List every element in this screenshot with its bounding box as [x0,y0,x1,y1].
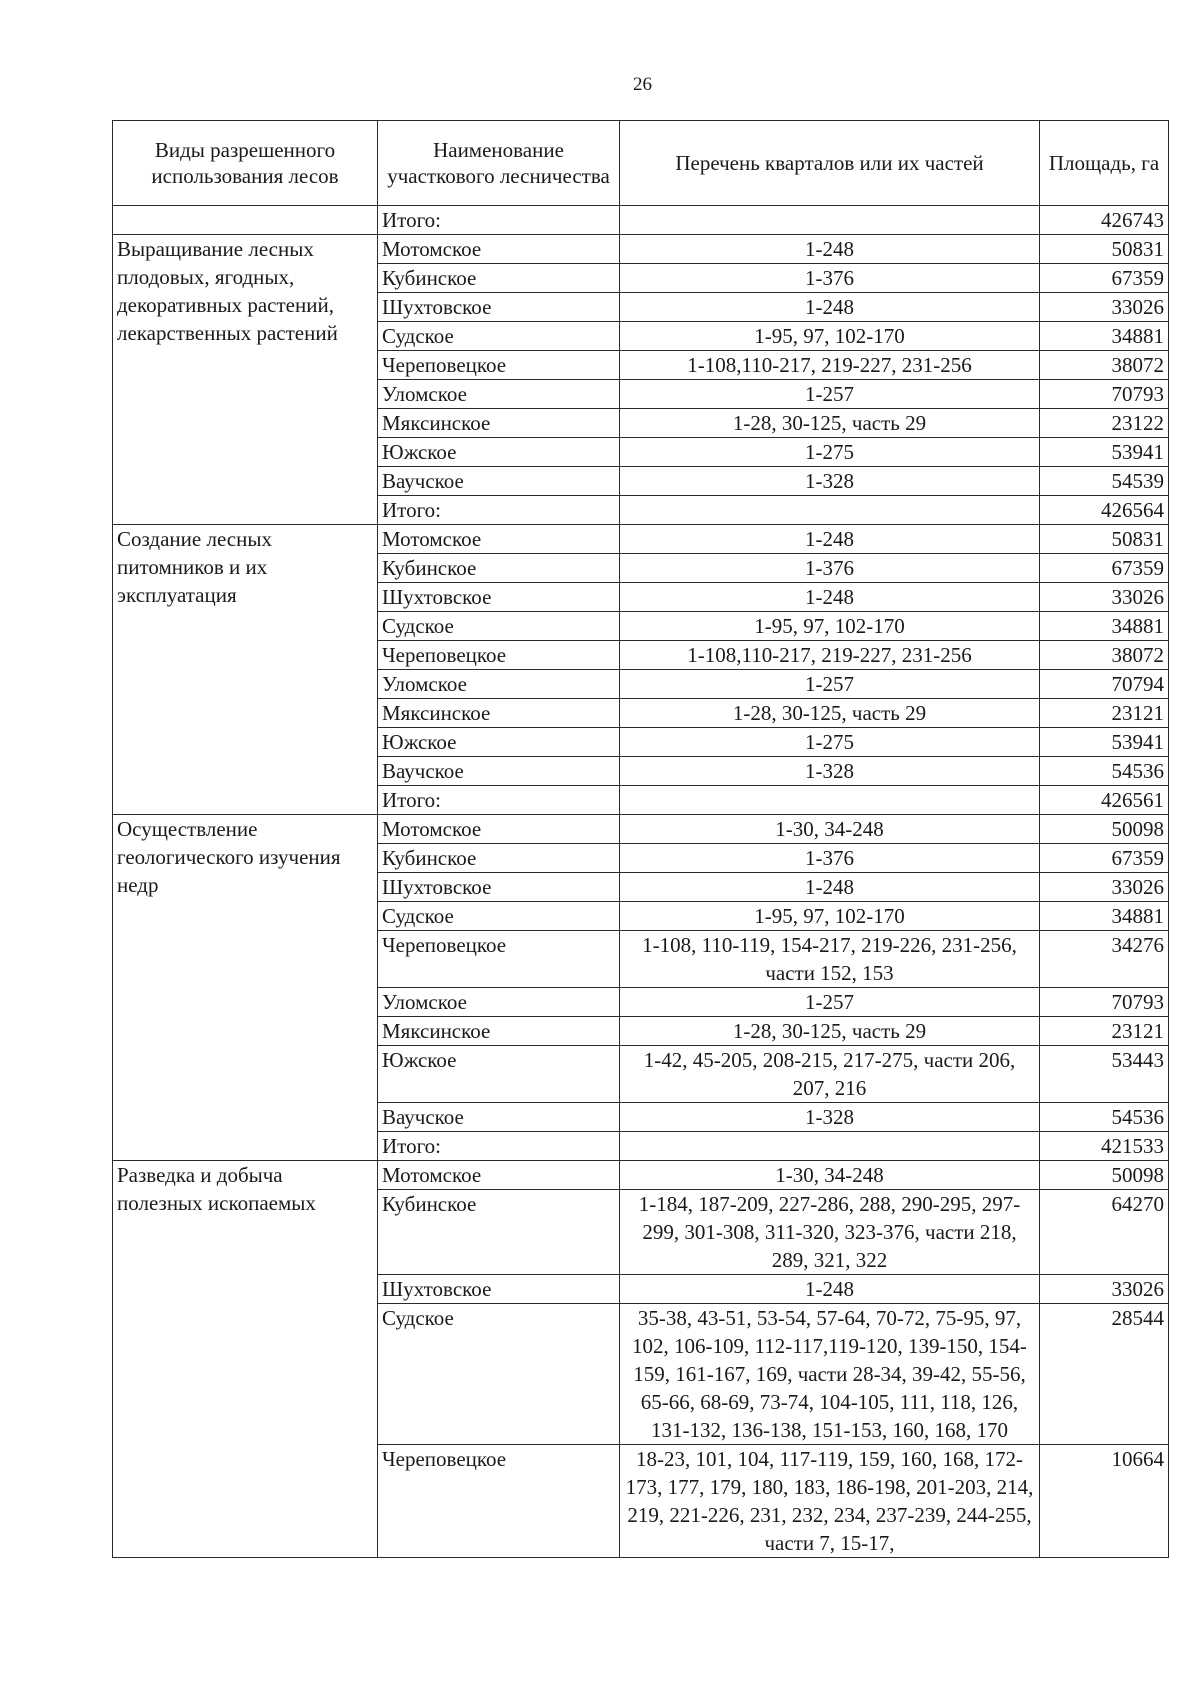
area-cell: 50831 [1040,235,1169,264]
area-cell: 426743 [1040,206,1169,235]
district-cell: Мяксинское [378,699,620,728]
district-cell: Ваучское [378,467,620,496]
area-cell: 28544 [1040,1304,1169,1445]
district-cell: Череповецкое [378,641,620,670]
area-cell: 53941 [1040,438,1169,467]
area-cell: 53443 [1040,1046,1169,1103]
area-cell: 23122 [1040,409,1169,438]
area-cell: 33026 [1040,583,1169,612]
district-cell: Мотомское [378,235,620,264]
district-cell: Мотомское [378,525,620,554]
quarters-cell: 1-30, 34-248 [620,1161,1040,1190]
quarters-cell: 1-28, 30-125, часть 29 [620,699,1040,728]
district-cell: Шухтовское [378,1275,620,1304]
area-cell: 50098 [1040,1161,1169,1190]
quarters-cell: 1-184, 187-209, 227-286, 288, 290-295, 297-299, 301-308, 311-320, 323-376, части 218, 289, 321, 322 [620,1190,1040,1275]
district-cell: Шухтовское [378,583,620,612]
area-cell: 34276 [1040,931,1169,988]
header-use: Виды разрешенного использования лесов [113,121,378,206]
district-cell: Судское [378,322,620,351]
district-cell: Уломское [378,670,620,699]
district-cell: Череповецкое [378,1445,620,1558]
area-cell: 38072 [1040,641,1169,670]
page-number: 26 [633,74,652,95]
district-cell: Судское [378,902,620,931]
district-cell: Итого: [378,1132,620,1161]
district-cell: Кубинское [378,264,620,293]
area-cell: 421533 [1040,1132,1169,1161]
district-cell: Шухтовское [378,873,620,902]
quarters-cell: 1-248 [620,583,1040,612]
district-cell: Южское [378,728,620,757]
area-cell: 33026 [1040,1275,1169,1304]
use-type-cell: Осуществление геологического изучения недр [113,815,378,1161]
header-row [113,121,1169,206]
quarters-cell [620,496,1040,525]
district-cell: Череповецкое [378,351,620,380]
use-type-cell: Создание лесных питомников и их эксплуатация [113,525,378,815]
district-cell: Итого: [378,786,620,815]
header-quarters: Перечень кварталов или их частей [620,121,1040,206]
area-cell: 64270 [1040,1190,1169,1275]
district-cell: Кубинское [378,554,620,583]
use-type-cell: Разведка и добыча полезных ископаемых [113,1161,378,1558]
area-cell: 23121 [1040,699,1169,728]
area-cell: 67359 [1040,844,1169,873]
quarters-cell: 35-38, 43-51, 53-54, 57-64, 70-72, 75-95, 97, 102, 106-109, 112-117,119-120, 139-150, 154-159, 161-167, 169, части 28-34, 39-42, 55-56, 65-66, 68-69, 73-74, 104-105, 111, 118, 126, 131-132, 136-138, 151-153, 160, 168, 170 [620,1304,1040,1445]
table-row [113,235,1169,264]
area-cell: 50831 [1040,525,1169,554]
use-type-cell: Выращивание лесных плодовых, ягодных, декоративных растений, лекарственных растений [113,235,378,525]
table-row [113,206,1169,235]
area-cell: 67359 [1040,264,1169,293]
quarters-cell: 1-328 [620,1103,1040,1132]
district-cell: Южское [378,438,620,467]
district-cell: Кубинское [378,1190,620,1275]
header-area: Площадь, га [1040,121,1169,206]
quarters-cell: 1-95, 97, 102-170 [620,612,1040,641]
quarters-cell: 1-108, 110-119, 154-217, 219-226, 231-256, части 152, 153 [620,931,1040,988]
quarters-cell: 1-275 [620,728,1040,757]
area-cell: 67359 [1040,554,1169,583]
area-cell: 34881 [1040,902,1169,931]
district-cell: Шухтовское [378,293,620,322]
quarters-cell: 1-328 [620,757,1040,786]
quarters-cell: 1-376 [620,554,1040,583]
header-district: Наименование участкового лесничества [378,121,620,206]
quarters-cell: 1-248 [620,235,1040,264]
quarters-cell: 1-28, 30-125, часть 29 [620,1017,1040,1046]
quarters-cell [620,1132,1040,1161]
area-cell: 426564 [1040,496,1169,525]
use-type-cell [113,206,378,235]
quarters-cell: 1-328 [620,467,1040,496]
quarters-cell: 1-95, 97, 102-170 [620,902,1040,931]
table-header [113,121,1169,206]
district-cell: Судское [378,1304,620,1445]
quarters-cell: 1-28, 30-125, часть 29 [620,409,1040,438]
area-cell: 54536 [1040,757,1169,786]
district-cell: Уломское [378,380,620,409]
quarters-cell: 1-248 [620,873,1040,902]
quarters-cell: 1-257 [620,670,1040,699]
table-body [113,206,1169,1558]
area-cell: 50098 [1040,815,1169,844]
quarters-cell: 1-376 [620,844,1040,873]
district-cell: Мяксинское [378,1017,620,1046]
quarters-cell: 1-95, 97, 102-170 [620,322,1040,351]
quarters-cell [620,786,1040,815]
area-cell: 70793 [1040,380,1169,409]
quarters-cell: 1-257 [620,380,1040,409]
quarters-cell: 1-248 [620,1275,1040,1304]
district-cell: Уломское [378,988,620,1017]
table-row [113,525,1169,554]
area-cell: 38072 [1040,351,1169,380]
table-row [113,815,1169,844]
area-cell: 34881 [1040,322,1169,351]
area-cell: 33026 [1040,293,1169,322]
district-cell: Ваучское [378,1103,620,1132]
quarters-cell: 1-108,110-217, 219-227, 231-256 [620,351,1040,380]
quarters-cell: 1-108,110-217, 219-227, 231-256 [620,641,1040,670]
area-cell: 54539 [1040,467,1169,496]
district-cell: Судское [378,612,620,641]
district-cell: Мяксинское [378,409,620,438]
district-cell: Южское [378,1046,620,1103]
quarters-cell: 18-23, 101, 104, 117-119, 159, 160, 168, 172-173, 177, 179, 180, 183, 186-198, 201-203, 214, 219, 221-226, 231, 232, 234, 237-239, 244-255, части 7, 15-17, [620,1445,1040,1558]
area-cell: 70793 [1040,988,1169,1017]
district-cell: Ваучское [378,757,620,786]
area-cell: 23121 [1040,1017,1169,1046]
quarters-cell: 1-376 [620,264,1040,293]
quarters-cell: 1-248 [620,293,1040,322]
area-cell: 10664 [1040,1445,1169,1558]
quarters-cell: 1-275 [620,438,1040,467]
district-cell: Мотомское [378,1161,620,1190]
forest-use-table [112,120,1169,1558]
district-cell: Череповецкое [378,931,620,988]
district-cell: Итого: [378,496,620,525]
quarters-cell [620,206,1040,235]
district-cell: Итого: [378,206,620,235]
quarters-cell: 1-248 [620,525,1040,554]
area-cell: 53941 [1040,728,1169,757]
table-row [113,1161,1169,1190]
district-cell: Кубинское [378,844,620,873]
quarters-cell: 1-30, 34-248 [620,815,1040,844]
quarters-cell: 1-42, 45-205, 208-215, 217-275, части 206, 207, 216 [620,1046,1040,1103]
area-cell: 33026 [1040,873,1169,902]
area-cell: 426561 [1040,786,1169,815]
district-cell: Мотомское [378,815,620,844]
area-cell: 54536 [1040,1103,1169,1132]
area-cell: 34881 [1040,612,1169,641]
quarters-cell: 1-257 [620,988,1040,1017]
area-cell: 70794 [1040,670,1169,699]
